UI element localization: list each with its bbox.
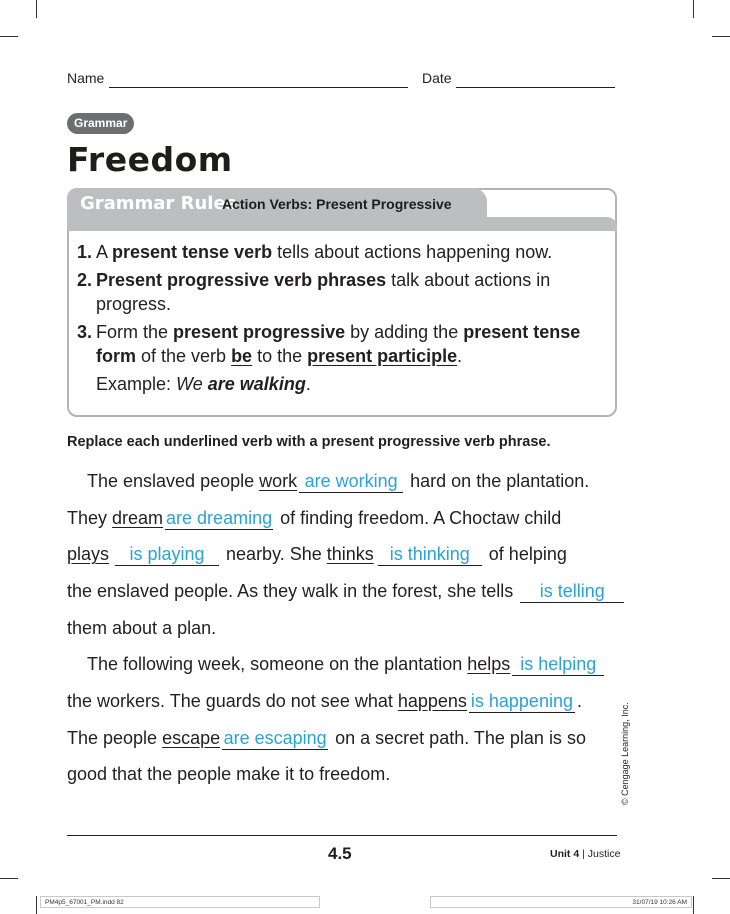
passage-line <box>67 615 216 641</box>
rule-example <box>77 372 607 396</box>
passage-line <box>67 578 626 604</box>
name-field[interactable] <box>109 87 408 88</box>
passage-line <box>67 725 586 751</box>
passage-text: The people <box>67 728 163 748</box>
answer-blank[interactable]: is thinking <box>378 542 482 566</box>
underlined-verb: helps <box>467 654 511 674</box>
passage-line <box>87 468 589 494</box>
crop-mark <box>0 878 18 879</box>
rule-number: 3. <box>77 322 93 342</box>
passage-text: good that the people make it to freedom. <box>67 764 391 784</box>
passage-text: of finding freedom. A Choctaw child <box>275 508 562 528</box>
copyright: © Cengage Learning, Inc. <box>620 702 630 805</box>
date-label: Date <box>422 70 452 86</box>
passage-text: the enslaved people. As they walk in the forest, she tells <box>67 581 519 601</box>
rule-text: tells about actions happening now. <box>272 242 553 262</box>
underlined-verb: work <box>259 471 298 491</box>
answer-blank[interactable]: is telling <box>520 579 624 603</box>
passage-text: of helping <box>483 544 567 564</box>
passage-text: They <box>67 508 113 528</box>
passage-text: them about a plan. <box>67 618 217 638</box>
rule-term: present participle <box>307 346 458 366</box>
slug-left: PM4p5_67001_PM.indd 82 <box>40 896 320 908</box>
rule-text: of the verb <box>136 346 232 366</box>
rule-item <box>77 320 607 368</box>
crop-mark <box>36 896 37 914</box>
answer-blank[interactable]: are escaping <box>223 728 327 748</box>
unit-separator: | <box>579 848 588 860</box>
answer-blank[interactable]: are working <box>299 469 403 493</box>
rules-tab-subtitle: Action Verbs: Present Progressive <box>222 196 452 212</box>
rule-text: . <box>457 346 463 366</box>
underlined-verb: plays <box>67 544 110 564</box>
name-date-row <box>67 68 615 90</box>
crop-mark <box>693 896 694 914</box>
rule-term: present tense verb <box>112 242 273 262</box>
rule-term: Present progressive verb phrases <box>96 270 387 290</box>
footer-divider <box>67 835 617 836</box>
grammar-rules-box <box>67 188 617 417</box>
answer-blank[interactable]: is playing <box>115 542 219 566</box>
passage-line <box>87 651 606 677</box>
instruction: Replace each underlined verb with a present progressive verb phrase. <box>67 434 551 450</box>
unit-number: Unit 4 <box>550 848 580 860</box>
crop-mark <box>712 36 730 37</box>
passage-line <box>67 505 561 531</box>
rule-number: 2. <box>77 270 93 290</box>
underlined-verb: happens <box>397 691 467 711</box>
rule-item <box>77 240 607 264</box>
rule-term: be <box>231 346 253 366</box>
grammar-badge: Grammar <box>67 113 134 134</box>
crop-mark <box>36 0 37 18</box>
rule-text: to the <box>252 346 308 366</box>
rule-text: Form the <box>96 322 174 342</box>
page-title: Freedom <box>67 140 233 179</box>
passage-text: on a secret path. The plan is so <box>330 728 586 748</box>
answer-blank[interactable]: is happening <box>470 691 573 711</box>
passage-text: The following week, someone on the plantation <box>87 654 468 674</box>
crop-mark <box>693 0 694 18</box>
rule-text: A <box>96 242 113 262</box>
rules-tab <box>67 188 487 221</box>
passage-line <box>67 761 390 787</box>
date-field[interactable] <box>456 87 615 88</box>
rule-term: present tense form <box>96 322 581 366</box>
crop-mark <box>0 36 18 37</box>
answer-blank[interactable]: is helping <box>512 652 604 676</box>
example-subject: We <box>176 374 203 394</box>
rule-text: by adding the <box>345 322 464 342</box>
passage-line <box>67 541 567 567</box>
example-helping-verb: are <box>207 374 235 394</box>
example-end: . <box>305 374 311 394</box>
name-label: Name <box>67 70 105 86</box>
underlined-verb: escape <box>162 728 221 748</box>
passage-text: The enslaved people <box>87 471 260 491</box>
crop-mark <box>712 878 730 879</box>
underlined-verb: thinks <box>326 544 374 564</box>
rule-text: talk about actions in progress. <box>96 270 551 314</box>
passage-text: hard on the plantation. <box>405 471 590 491</box>
passage-text: . <box>576 691 582 711</box>
rule-term: present progressive <box>173 322 346 342</box>
unit-label <box>550 848 620 860</box>
page-number: 4.5 <box>328 844 352 863</box>
underlined-verb: dream <box>112 508 164 528</box>
rule-item <box>77 268 607 316</box>
example-label: Example: <box>96 374 177 394</box>
passage-line <box>67 688 582 714</box>
example-participle: walking <box>239 374 306 394</box>
answer-blank[interactable]: are dreaming <box>166 508 273 528</box>
rules-list <box>77 240 607 396</box>
rule-number: 1. <box>77 242 93 262</box>
slug-right: 31/07/19 10:26 AM <box>430 896 692 908</box>
passage-text: nearby. She <box>221 544 327 564</box>
rules-tab-title: Grammar Rules <box>80 193 237 214</box>
unit-topic: Justice <box>587 848 621 860</box>
passage-text: the workers. The guards do not see what <box>67 691 398 711</box>
